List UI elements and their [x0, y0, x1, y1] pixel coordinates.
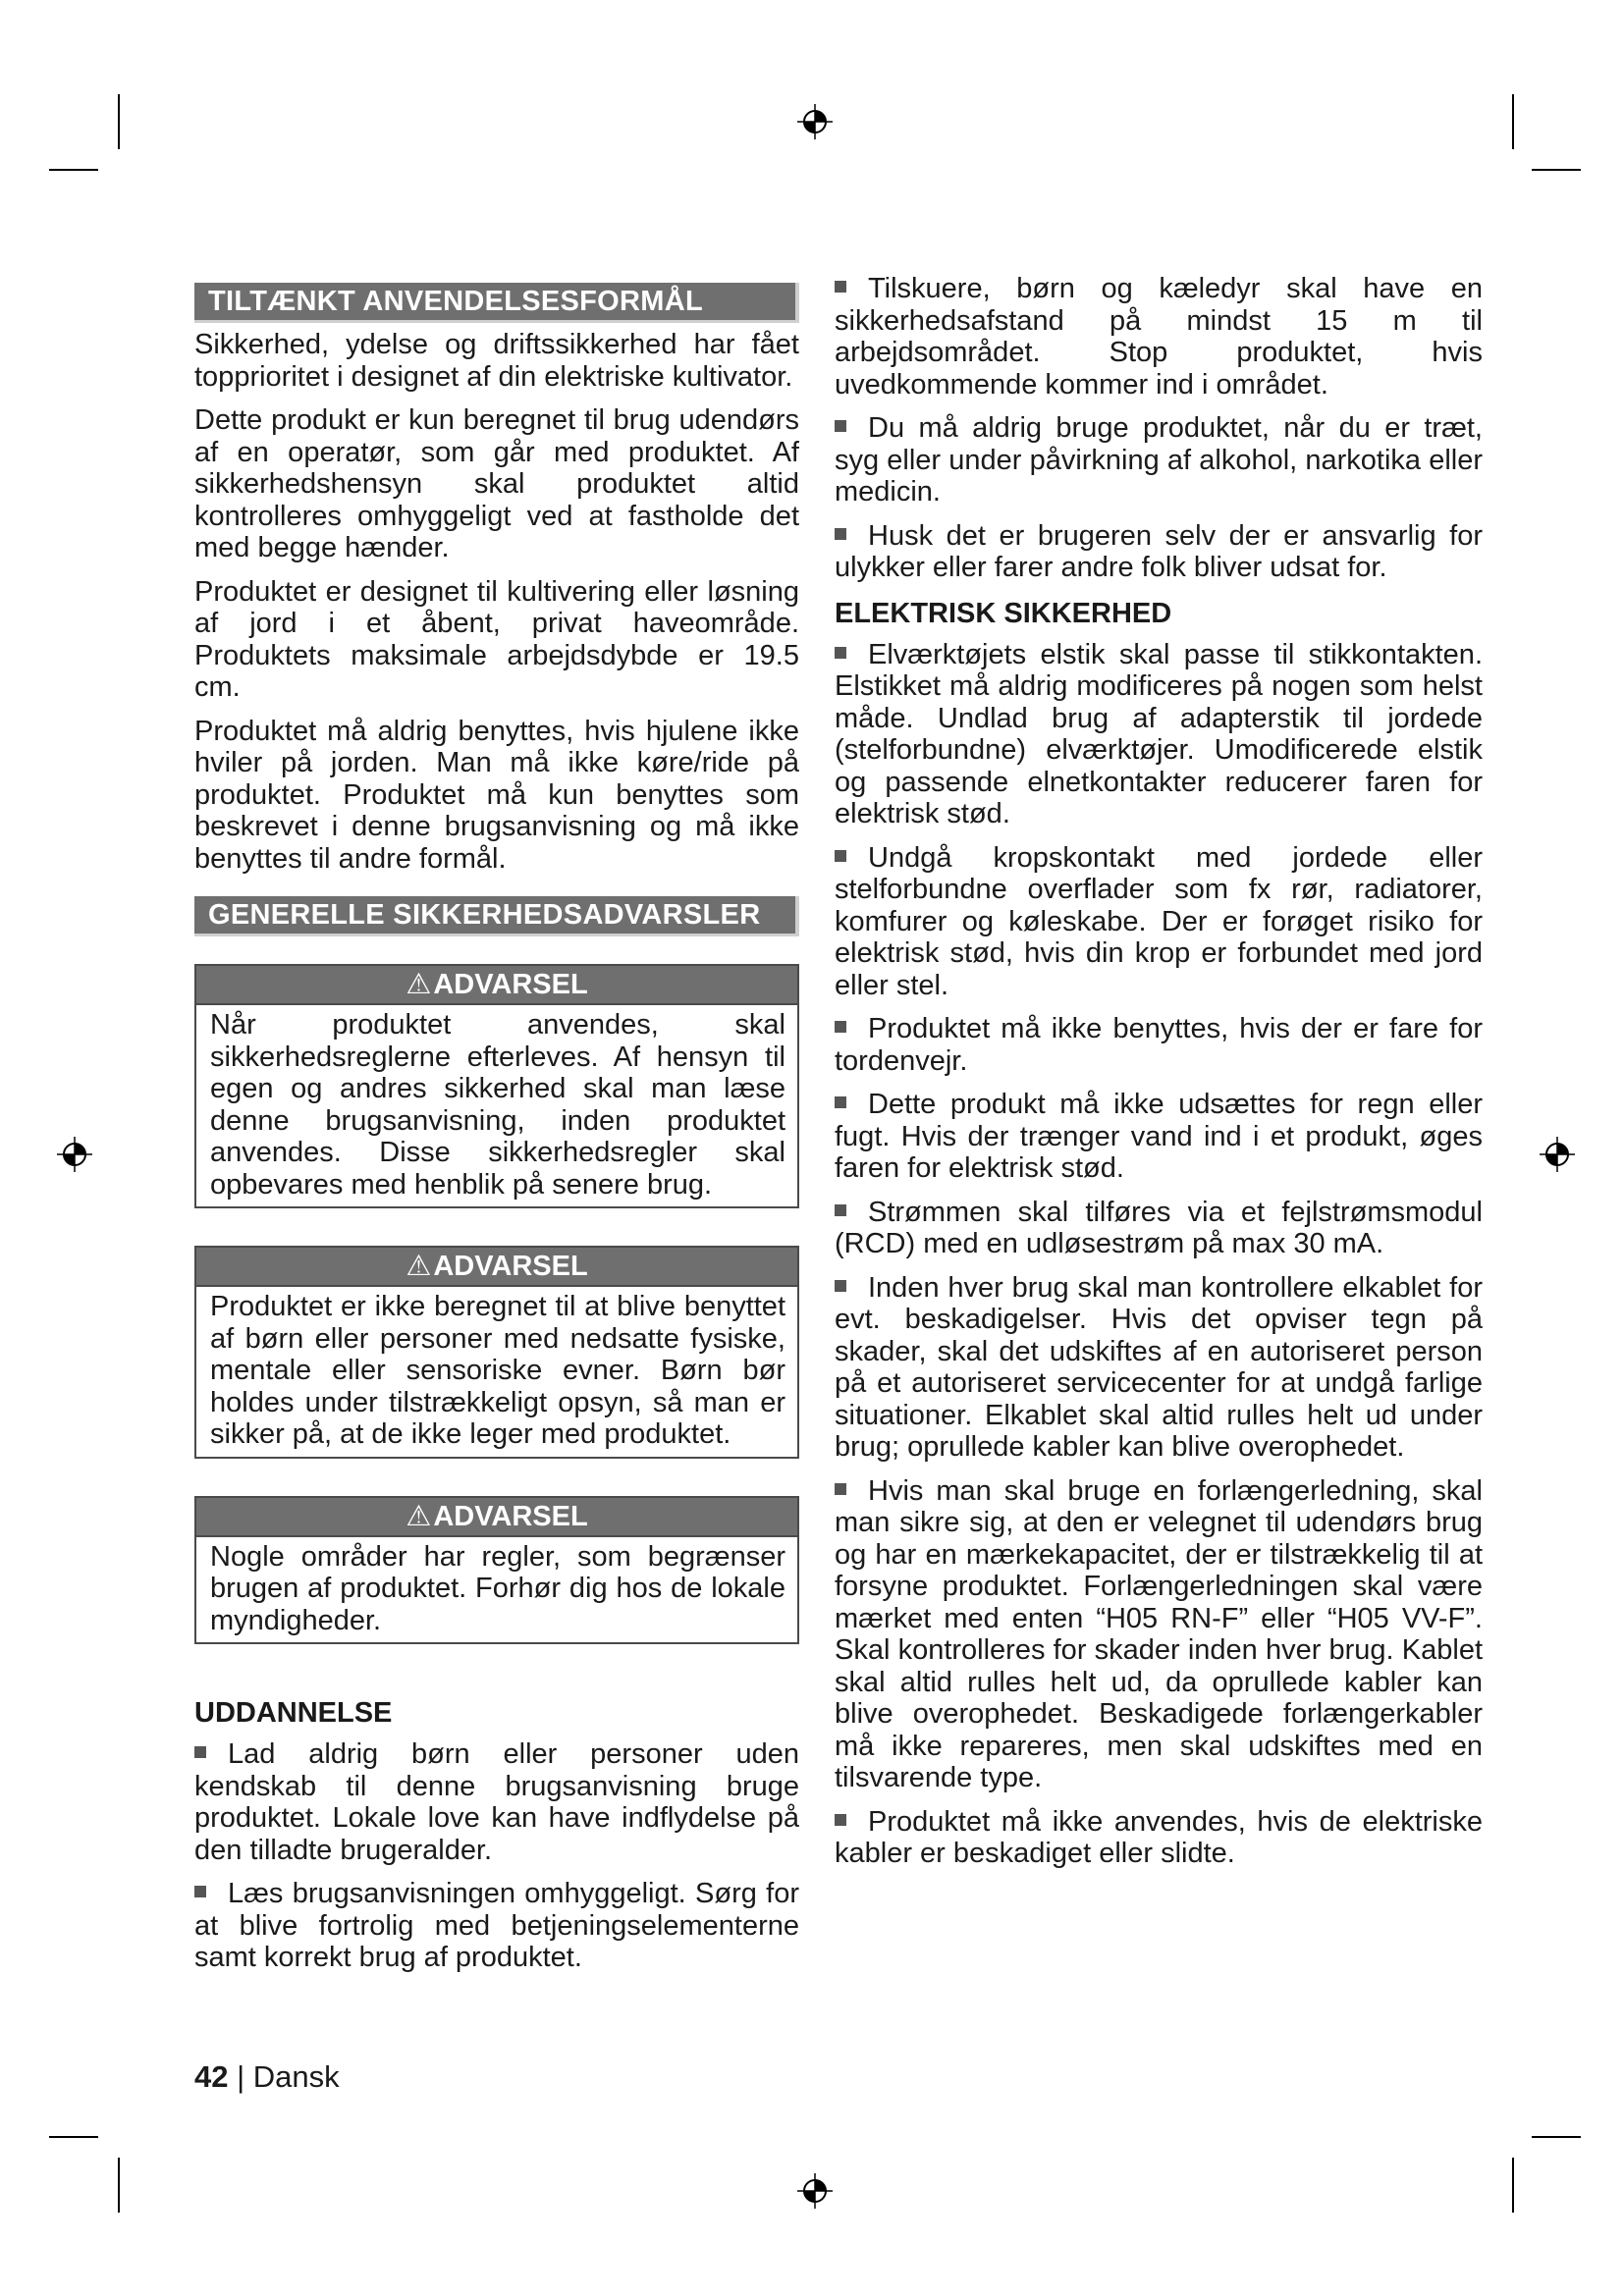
footer-separator: | — [237, 2059, 245, 2094]
crop-mark — [118, 94, 120, 149]
list-item: Strømmen skal tilføres via et fejlstrømsmodul (RCD) med en udløsestrøm på max 30 mA. — [835, 1196, 1483, 1259]
list-item: Tilskuere, børn og kæledyr skal have en sikkerhedsafstand på mindst 15 m til arbejdsområdet. Stop produktet, hvis uvedkommende kommer ind i området. — [835, 273, 1483, 400]
crop-mark — [1532, 2136, 1581, 2138]
bullet-icon — [835, 281, 846, 293]
section-title-training: UDDANNELSE — [194, 1697, 393, 1729]
list-item: Læs brugsanvisningen omhyggeligt. Sørg for at blive fortrolig med betjeningselementerne samt korrekt brug af produktet. — [194, 1878, 799, 1973]
paragraph: Sikkerhed, ydelse og driftssikkerhed har fået topprioritet i designet af din elektriske kultivator. — [194, 329, 799, 393]
bullet-icon — [835, 1096, 846, 1108]
paragraph: Produktet må aldrig benyttes, hvis hjulene ikke hviler på jorden. Man må ikke køre/ride på produktet. Produktet må kun benyttes som beskrevet i denne brugsanvisning og må ikke benyttes til andre formål. — [194, 715, 799, 875]
left-column — [194, 283, 799, 1986]
paragraph: Produktet er designet til kultivering eller løsning af jord i et åbent, privat haveområde. Produktets maksimale arbejdsdybde er 19.5 cm. — [194, 575, 799, 703]
warning-box — [194, 1246, 799, 1459]
bullet-icon — [835, 850, 846, 862]
list-item: Dette produkt må ikke udsættes for regn eller fugt. Hvis der trænger vand ind i et produkt, øges faren for elektrisk stød. — [835, 1089, 1483, 1184]
registration-mark-icon — [795, 102, 835, 141]
warning-label: ADVARSEL — [433, 969, 588, 1000]
warning-triangle-icon: ⚠ — [406, 1500, 432, 1532]
warning-triangle-icon: ⚠ — [406, 1251, 432, 1282]
list-item: Hvis man skal bruge en forlængerledning, skal man sikre sig, at den er velegnet til udendørs brug og har en mærkekapacitet, der er tilstrækkelig til at forsyne produktet. Forlængerledningen skal være mærket med enten “H05 RN-F” eller “H05 VV-F”. Skal kontrolleres for skader inden hver brug. Kablet skal altid rulles helt ud, da oprullede kabler kan blive overophedet. Beskadigede forlængerkabler må ikke repareres, men skal udskiftes med en tilsvarende type. — [835, 1474, 1483, 1793]
right-column — [835, 273, 1483, 1882]
bullet-icon — [835, 1483, 846, 1495]
warning-text: Nogle områder har regler, som begrænser brugen af produktet. Forhør dig hos de lokale myndigheder. — [210, 1540, 785, 1636]
list-item: Produktet må ikke anvendes, hvis de elektriske kabler er beskadiget eller slidte. — [835, 1805, 1483, 1869]
bullet-icon — [835, 1204, 846, 1216]
bullet-icon — [835, 420, 846, 432]
bullet-icon — [835, 1021, 846, 1033]
section-title-electrical-safety: ELEKTRISK SIKKERHED — [835, 597, 1172, 629]
warning-text: Produktet er ikke beregnet til at blive benyttet af børn eller personer med nedsatte fysiske, mentale eller sensoriske evner. Børn bør holdes under tilstrækkeligt opsyn, så man er sikker på, at de ikke leger med produktet. — [210, 1291, 785, 1450]
footer-language: Dansk — [252, 2059, 340, 2094]
bullet-icon — [194, 1886, 206, 1897]
crop-mark — [1512, 2158, 1514, 2213]
list-item: Du må aldrig bruge produktet, når du er træt, syg eller under påvirkning af alkohol, narkotika eller medicin. — [835, 412, 1483, 507]
warning-label: ADVARSEL — [433, 1251, 588, 1282]
bullet-icon — [194, 1746, 206, 1758]
list-item: Undgå kropskontakt med jordede eller stelforbundne overflader som fx rør, radiatorer, komfurer og køleskabe. Der er forøget risiko for elektrisk stød, hvis din krop er forbundet med jord eller stel. — [835, 841, 1483, 1001]
crop-mark — [1532, 169, 1581, 171]
crop-mark — [1512, 94, 1514, 149]
crop-mark — [49, 169, 98, 171]
bystander-list — [835, 273, 1483, 584]
section-title-general-safety: GENERELLE SIKKERHEDSADVARSLER — [194, 896, 799, 936]
paragraph: Dette produkt er kun beregnet til brug udendørs af en operatør, som går med produktet. Af sikkerhedshensyn skal produktet altid kontrolleres omhyggeligt ved at fastholde det med begge hænder. — [194, 404, 799, 563]
registration-mark-icon — [1538, 1135, 1577, 1174]
warning-header — [196, 1498, 797, 1537]
warning-box — [194, 1496, 799, 1645]
bullet-icon — [835, 1814, 846, 1826]
warning-box — [194, 964, 799, 1208]
warning-text: Når produktet anvendes, skal sikkerhedsreglerne efterleves. Af hensyn til egen og andres sikkerhed skal man læse denne brugsanvisning, inden produktet anvendes. Disse sikkerhedsregler skal opbevares med henblik på senere brug. — [210, 1009, 785, 1201]
bullet-icon — [835, 528, 846, 540]
list-item: Lad aldrig børn eller personer uden kendskab til denne brugsanvisning bruge produktet. Lokale love kan have indflydelse på den tilladte brugeralder. — [194, 1738, 799, 1866]
registration-mark-icon — [55, 1135, 94, 1174]
bullet-icon — [835, 1280, 846, 1292]
bullet-icon — [835, 647, 846, 659]
training-list — [194, 1738, 799, 1974]
list-item: Husk det er brugeren selv der er ansvarlig for ulykker eller farer andre folk bliver udsat for. — [835, 519, 1483, 583]
electrical-list — [835, 639, 1483, 1870]
warning-triangle-icon: ⚠ — [406, 969, 432, 1000]
crop-mark — [118, 2158, 120, 2213]
registration-mark-icon — [795, 2171, 835, 2211]
list-item: Produktet må ikke benyttes, hvis der er fare for tordenvejr. — [835, 1013, 1483, 1077]
page-footer — [194, 2059, 340, 2095]
list-item: Inden hver brug skal man kontrollere elkablet for evt. beskadigelser. Hvis det opviser tegn på skader, skal det udskiftes af en autoriseret person på et autoriseret servicecenter for at undgå farlige situationer. Elkablet skal altid rulles helt ud under brug; oprullede kabler kan blive overophedet. — [835, 1271, 1483, 1463]
page-number: 42 — [194, 2059, 229, 2094]
list-item: Elværktøjets elstik skal passe til stikkontakten. Elstikket må aldrig modificeres på nogen som helst måde. Undlad brug af adapterstik til jordede (stelforbundne) elværktøjer. Umodificerede elstik og passende elnetkontakter reducerer faren for elektrisk stød. — [835, 638, 1483, 829]
warning-header — [196, 966, 797, 1005]
warning-label: ADVARSEL — [433, 1500, 588, 1532]
crop-mark — [49, 2136, 98, 2138]
warning-header — [196, 1248, 797, 1287]
section-title-intended-use: TILTÆNKT ANVENDELSESFORMÅL — [194, 283, 799, 323]
